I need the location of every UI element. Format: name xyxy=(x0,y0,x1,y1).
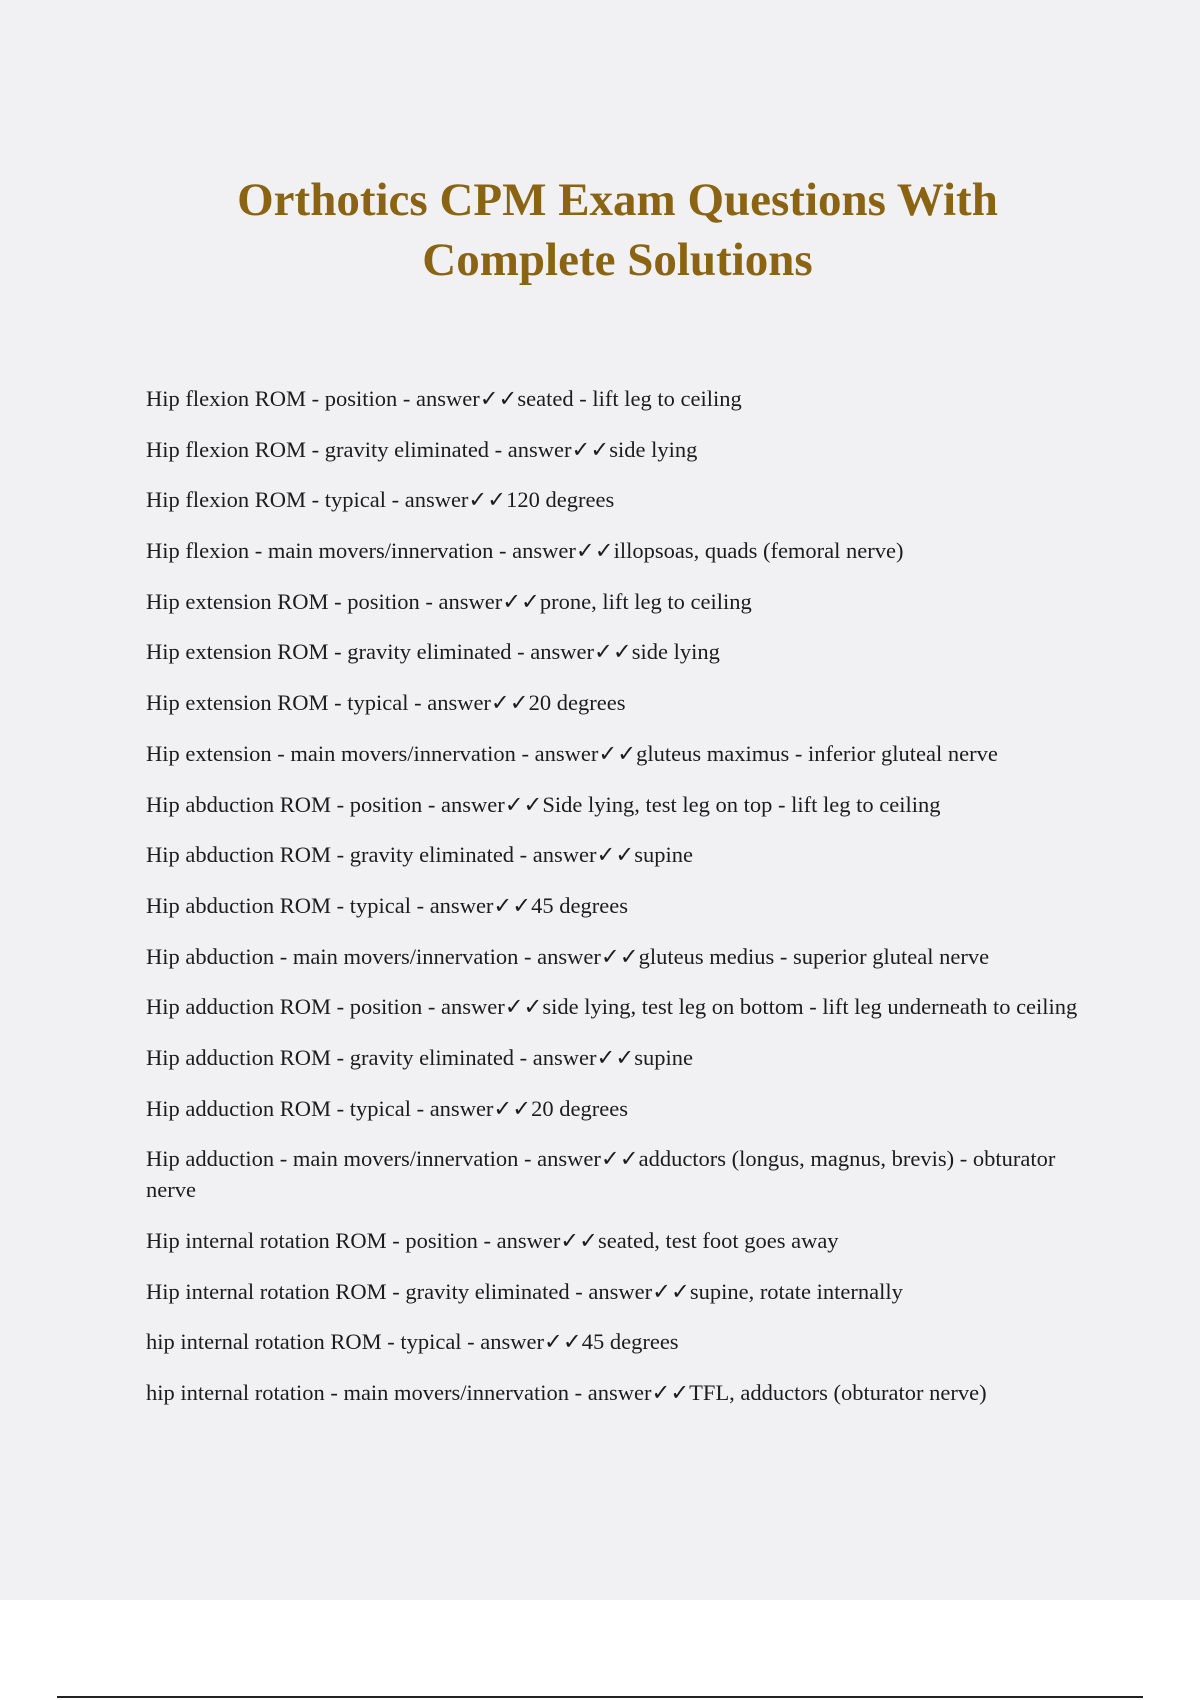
qa-item: Hip flexion ROM - typical - answer✓✓120 degrees xyxy=(146,487,615,513)
qa-item: Hip abduction ROM - typical - answer✓✓45 degrees xyxy=(146,892,628,918)
qa-item: Hip abduction ROM - position - answer✓✓Side lying, test leg on top - lift leg to ceiling xyxy=(146,791,941,817)
qa-item: Hip extension ROM - gravity eliminated - answer✓✓side lying xyxy=(146,639,720,665)
qa-item: hip internal rotation - main movers/innervation - answer✓✓TFL, adductors (obturator nerve) xyxy=(146,1380,987,1406)
qa-item: Hip adduction ROM - position - answer✓✓side lying, test leg on bottom - lift leg underneath to ceiling xyxy=(146,994,1078,1020)
qa-item: Hip abduction ROM - gravity eliminated - answer✓✓supine xyxy=(146,842,693,868)
document-title: Orthotics CPM Exam Questions With Complete Solutions xyxy=(237,174,998,286)
qa-item: Hip adduction - main movers/innervation - answer✓✓adductors (longus, magnus, brevis) - obturator nerve xyxy=(146,1146,1056,1203)
qa-item: Hip flexion ROM - gravity eliminated - answer✓✓side lying xyxy=(146,436,698,462)
qa-item: hip internal rotation ROM - typical - answer✓✓45 degrees xyxy=(146,1329,679,1355)
qa-item: Hip extension ROM - typical - answer✓✓20 degrees xyxy=(146,690,626,716)
qa-item: Hip internal rotation ROM - gravity eliminated - answer✓✓supine, rotate internally xyxy=(146,1278,903,1304)
footer-divider xyxy=(57,1696,1143,1698)
qa-item: Hip flexion - main movers/innervation - answer✓✓illopsoas, quads (femoral nerve) xyxy=(146,538,904,564)
qa-item: Hip adduction ROM - typical - answer✓✓20 degrees xyxy=(146,1095,628,1121)
qa-item: Hip adduction ROM - gravity eliminated - answer✓✓supine xyxy=(146,1044,693,1070)
qa-item: Hip extension - main movers/innervation - answer✓✓gluteus maximus - inferior gluteal nerve xyxy=(146,740,998,766)
qa-item: Hip flexion ROM - position - answer✓✓seated - lift leg to ceiling xyxy=(146,386,742,411)
qa-item: Hip internal rotation ROM - position - answer✓✓seated, test foot goes away xyxy=(146,1228,839,1253)
qa-item: Hip abduction - main movers/innervation - answer✓✓gluteus medius - superior gluteal nerve xyxy=(146,943,990,969)
qa-item: Hip extension ROM - position - answer✓✓prone, lift leg to ceiling xyxy=(146,588,752,614)
qa-list xyxy=(146,383,1086,1428)
